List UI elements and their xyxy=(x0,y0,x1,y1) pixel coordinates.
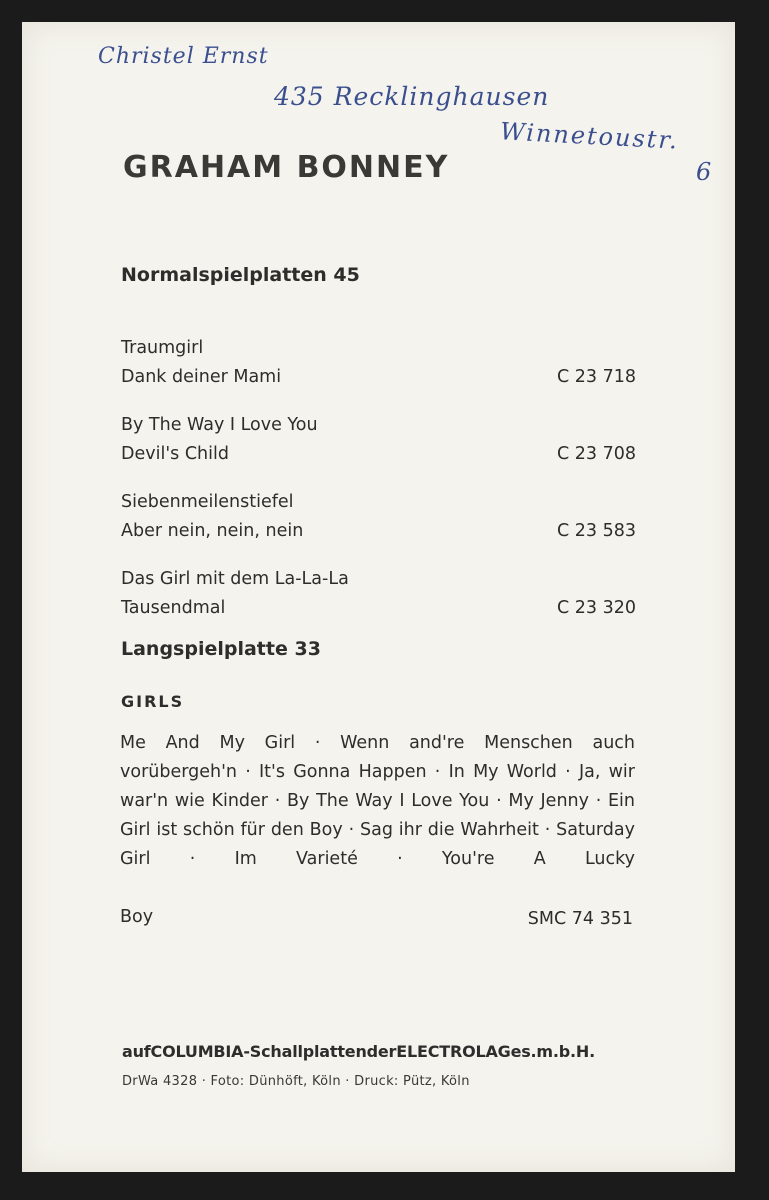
handwritten-street: Winnetoustr. xyxy=(499,117,680,155)
single-catalog-number: C 23 708 xyxy=(556,444,636,464)
single-entry xyxy=(121,488,636,546)
single-entry xyxy=(121,334,636,392)
single-a-side: Siebenmeilenstiefel xyxy=(121,492,294,512)
single-b-side: Aber nein, nein, nein xyxy=(121,521,304,541)
single-catalog-number: C 23 718 xyxy=(556,367,636,387)
single-a-side: Das Girl mit dem La-La-La xyxy=(121,569,349,589)
artist-title: GRAHAM BONNEY xyxy=(123,150,450,185)
handwritten-house-number: 6 xyxy=(696,158,712,186)
single-a-side: Traumgirl xyxy=(121,338,204,358)
album-heading: Langspielplatte 33 xyxy=(121,638,321,660)
publisher-line: aufCOLUMBIA-SchallplattenderELECTROLAGes.m.b.H. xyxy=(122,1042,595,1061)
album-name: GIRLS xyxy=(121,692,185,711)
record-card xyxy=(22,22,735,1172)
single-a-side: By The Way I Love You xyxy=(121,415,318,435)
singles-heading: Normalspielplatten 45 xyxy=(121,264,360,286)
single-entry xyxy=(121,565,636,623)
handwritten-city: 435 Recklinghausen xyxy=(274,82,550,111)
handwritten-name: Christel Ernst xyxy=(98,44,269,69)
single-b-side: Tausendmal xyxy=(121,598,226,618)
album-tracks: Me And My Girl · Wenn and're Menschen auch vorübergeh'n · It's Gonna Happen · In My World · Ja, wir war'n wie Kinder · By The Way I Love You · My Jenny · Ein Girl ist schön für den Boy · Sag ihr die Wahrheit · Saturday Girl · Im Varieté · You're A Lucky xyxy=(120,733,635,869)
album-tracklist xyxy=(120,729,635,874)
single-catalog-number: C 23 320 xyxy=(556,598,636,618)
single-entry xyxy=(121,411,636,469)
credits-line: DrWa 4328 · Foto: Dünhöft, Köln · Druck: Pütz, Köln xyxy=(122,1074,470,1089)
album-catalog-number: SMC 74 351 xyxy=(527,909,633,929)
single-catalog-number: C 23 583 xyxy=(556,521,636,541)
album-tracks-last: Boy xyxy=(120,907,154,927)
single-b-side: Dank deiner Mami xyxy=(121,367,282,387)
single-b-side: Devil's Child xyxy=(121,444,229,464)
